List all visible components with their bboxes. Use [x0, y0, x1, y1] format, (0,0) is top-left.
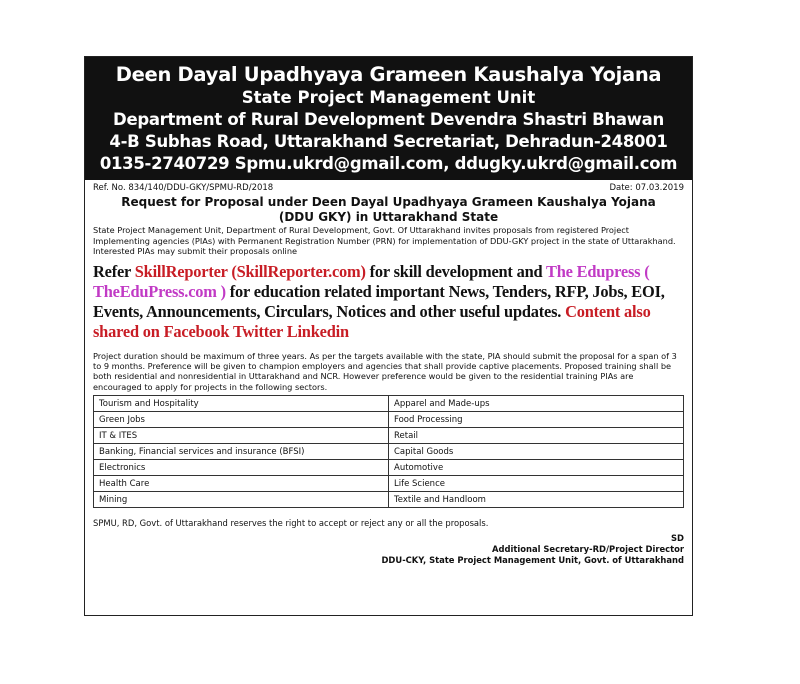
reference-number: Ref. No. 834/140/DDU-GKY/SPMU-RD/2018	[93, 183, 274, 193]
sector-cell: IT & ITES	[94, 428, 389, 444]
reference-row	[93, 183, 684, 193]
promo-text	[93, 262, 684, 342]
table-row	[94, 460, 684, 476]
department-name: Department of Rural Development Devendra Shastri Bhawan	[113, 110, 664, 129]
sector-cell: Food Processing	[389, 412, 684, 428]
sectors-table	[93, 395, 684, 508]
sector-cell: Tourism and Hospitality	[94, 396, 389, 412]
reference-date: Date: 07.03.2019	[609, 183, 684, 193]
rfp-title	[93, 195, 684, 225]
signature-unit: DDU-CKY, State Project Management Unit, Govt. of Uttarakhand	[381, 555, 684, 566]
intro-paragraph: State Project Management Unit, Department of Rural Development, Govt. Of Uttarakhand invites proposals from registered Project Implementing agencies (PIAs) with Permanent Registration Number (PRN) for implementation of DDU-GKY project in the state of Uttarakhand. Interested PIAs may submit their proposals online	[93, 225, 676, 256]
sector-cell: Green Jobs	[94, 412, 389, 428]
table-row	[94, 476, 684, 492]
rfp-title-line2: (DDU GKY) in Uttarakhand State	[278, 210, 499, 224]
table-row	[94, 444, 684, 460]
sector-cell: Textile and Handloom	[389, 492, 684, 508]
sector-cell: Capital Goods	[389, 444, 684, 460]
promo-part3: for skill development and	[365, 261, 547, 281]
scheme-title: Deen Dayal Upadhyaya Grameen Kaushalya Yojana	[115, 63, 662, 86]
promo-edupress-link[interactable]: The Edupress ( TheEduPress.com )	[93, 261, 650, 301]
address: 4-B Subhas Road, Uttarakhand Secretariat, Dehradun-248001	[109, 132, 668, 151]
duration-paragraph: Project duration should be maximum of three years. As per the targets available with the state, PIA should submit the proposal for a span of 3 to 9 months. Preference will be given to champion employers and agencies that shall provide captive placements. Proposed training shall be both residential and nonresidential in Uttarakhand and NCR. However preference would be given to the residential training PIAs are encouraged to apply for projects in the following sectors.	[93, 350, 677, 392]
sector-cell: Banking, Financial services and insurance (BFSI)	[94, 444, 389, 460]
sector-cell: Mining	[94, 492, 389, 508]
unit-name: State Project Management Unit	[241, 88, 536, 107]
table-row	[94, 396, 684, 412]
signature-block	[93, 533, 684, 566]
signature-title: Additional Secretary-RD/Project Director	[492, 544, 684, 555]
rfp-title-line1: Request for Proposal under Deen Dayal Upadhyaya Grameen Kaushalya Yojana	[121, 195, 656, 209]
reserve-statement: SPMU, RD, Govt. of Uttarakhand reserves the right to accept or reject any or all the proposals.	[93, 518, 489, 529]
table-row	[94, 412, 684, 428]
table-row	[94, 492, 684, 508]
sector-cell: Automotive	[389, 460, 684, 476]
sector-cell: Electronics	[94, 460, 389, 476]
header-block	[85, 57, 692, 180]
advertisement-frame	[84, 56, 693, 616]
signature-sd: SD	[671, 533, 684, 544]
promo-part1: Refer	[93, 261, 135, 281]
promo-social: Content also shared on Facebook Twitter Linkedin	[93, 301, 651, 341]
table-row	[94, 428, 684, 444]
sector-cell: Health Care	[94, 476, 389, 492]
contact-info: 0135-2740729 Spmu.ukrd@gmail.com, ddugky.ukrd@gmail.com	[99, 154, 678, 173]
sector-cell: Life Science	[389, 476, 684, 492]
sector-cell: Apparel and Made-ups	[389, 396, 684, 412]
promo-skillreporter-link[interactable]: SkillReporter (SkillReporter.com)	[134, 261, 366, 281]
sector-cell: Retail	[389, 428, 684, 444]
promo-part5: for education related important News, Tenders, RFP, Jobs, EOI, Events, Announcements, Circulars, Notices and other useful updates.	[93, 281, 665, 321]
